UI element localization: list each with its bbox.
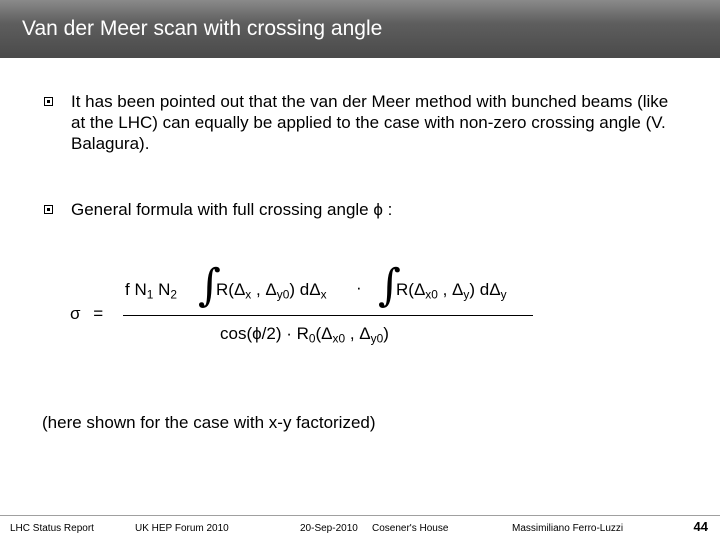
bullet-text-1: It has been pointed out that the van der Meer method with bunched beams (like at the LHC) can equally be applied to the case with non-zero crossing angle (V. Balagura).: [71, 92, 669, 153]
footer-forum: UK HEP Forum 2010: [135, 523, 229, 534]
footer-date: 20-Sep-2010: [300, 523, 358, 534]
formula-term-2: $R(\Delta_{x0}$ , $\Delta_y$) $d\Delta_y$: [396, 280, 507, 302]
integral-sign-1: ∫: [198, 260, 221, 311]
footer-divider: [0, 515, 720, 516]
footer-report-title: LHC Status Report: [10, 523, 94, 534]
formula-numerator-prefix: f $N_1$ $N_2$: [125, 280, 177, 302]
bullet-marker-1: [44, 97, 53, 106]
bullet-marker-2: [44, 205, 53, 214]
title-bar: [0, 0, 720, 58]
bullet-text-2: General formula with full crossing angle ϕ :: [71, 200, 393, 219]
formula-term-1: $R(\Delta_x$ , $\Delta_{y0}$) $d\Delta_x$: [216, 280, 327, 302]
formula-denominator: $\cos(\phi/2) \cdot R_0(\Delta_{x0}$ , $\Delta_{y0}$): [220, 324, 389, 346]
footer-venue: Cosener's House: [372, 523, 449, 534]
page-number: 44: [693, 519, 708, 534]
fraction-line: [123, 315, 533, 316]
integral-sign-2: ∫: [378, 260, 401, 311]
footer-author: Massimiliano Ferro-Luzzi: [512, 523, 624, 534]
formula-sigma: σ =: [70, 304, 104, 323]
slide-title: Van der Meer scan with crossing angle: [22, 17, 383, 40]
factorization-note: (here shown for the case with x-y factorized): [42, 413, 376, 432]
formula-dot: ·: [356, 278, 362, 297]
